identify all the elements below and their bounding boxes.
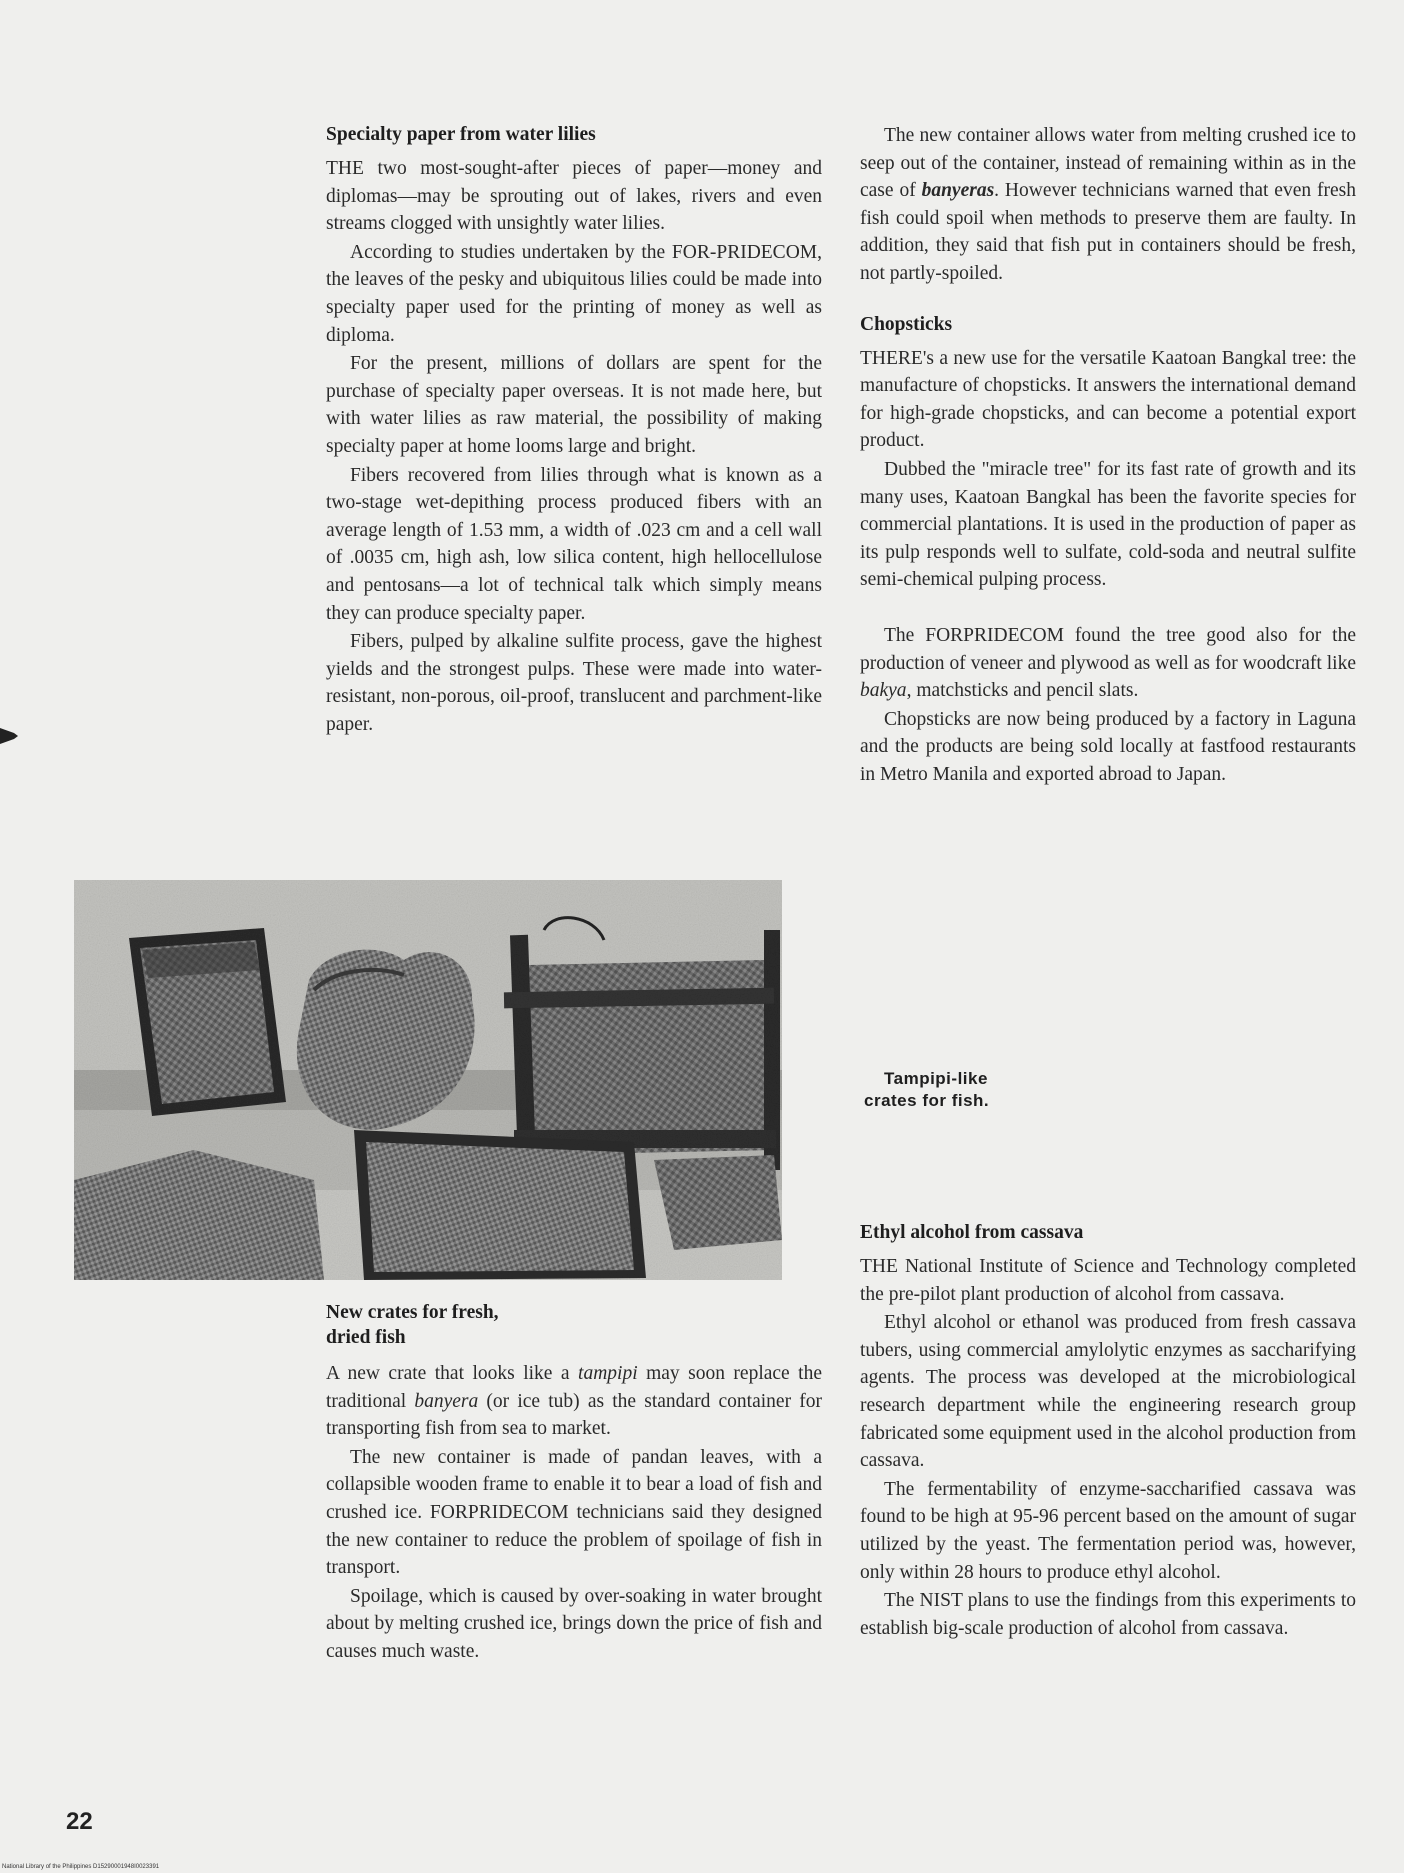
paragraph: The new container allows water from melting crushed ice to seep out of the container, instead of remaining within as in the case of banyeras. However technicians warned that even fresh fish could spoil when methods to preserve them are faulty. In addition, they said that fish put in containers should be fresh, not partly-spoiled.	[860, 125, 1356, 284]
crates-photo	[74, 880, 782, 1280]
paragraph: Ethyl alcohol or ethanol was produced from fresh cassava tubers, using commercial amylolytic enzymes as saccharifying agents. The process was developed at the microbiological research department while the engineering research group fabricated some equipment used in the alcohol production from cassava.	[860, 1312, 1356, 1472]
emphasis: banyera	[414, 1390, 479, 1412]
heading-chopsticks: Chopsticks	[860, 313, 953, 335]
emphasis: tampipi	[578, 1363, 638, 1384]
article-ethyl-alcohol	[860, 1220, 1356, 1642]
heading-line: dried fish	[326, 1327, 406, 1348]
paragraph: The fermentability of enzyme-saccharified cassava was found to be high at 95-96 percent based on the amount of sugar utilized by the yeast. The fermentation period was, however, only within 28 hours to produce ethyl alcohol.	[860, 1478, 1356, 1583]
paragraph: The NIST plans to use the findings from this experiments to establish big-scale production of alcohol from cassava.	[860, 1590, 1356, 1639]
page-number: 22	[66, 1808, 93, 1835]
caption-line: crates for fish.	[864, 1091, 990, 1110]
margin-mark-icon	[0, 724, 18, 746]
paragraph: Chopsticks are now being produced by a factory in Laguna and the products are being sold locally at fastfood restaurants in Metro Manila and exported abroad to Japan.	[860, 708, 1356, 785]
paragraph: Spoilage, which is caused by over-soaking in water brought about by melting crushed ice, brings down the price of fish and causes much waste.	[326, 1585, 822, 1662]
paragraph: According to studies undertaken by the FOR-PRIDECOM, the leaves of the pesky and ubiquitous lilies could be made into specialty paper used for the printing of money as well as diploma.	[326, 241, 822, 346]
heading-ethyl-alcohol: Ethyl alcohol from cassava	[860, 1222, 1084, 1243]
paragraph: Fibers, pulped by alkaline sulfite process, gave the highest yields and the strongest pulps. These were made into water-resistant, non-porous, oil-proof, translucent and parchment-like paper.	[326, 631, 822, 735]
article-new-crates	[326, 1300, 822, 1666]
scan-footer: National Library of the Philippines D15290001948I0023391	[2, 1864, 160, 1870]
paragraph: THERE's a new use for the versatile Kaatoan Bangkal tree: the manufacture of chopsticks. It answers the international demand for high-grade chopsticks, and can become a potential export product.	[860, 347, 1356, 452]
paragraph: A new crate that looks like a tampipi may soon replace the traditional banyera (or ice tub) as the standard container for transporting fish from sea to market.	[326, 1363, 823, 1440]
caption-line: Tampipi-like	[884, 1069, 988, 1088]
paragraph: For the present, millions of dollars are spent for the purchase of specialty paper overseas. It is not made here, but with water lilies as raw material, the possibility of making specialty paper at home looms large and bright.	[326, 353, 822, 457]
emphasis: bakya	[860, 680, 907, 702]
paragraph: The new container is made of pandan leaves, with a collapsible wooden frame to enable it to bear a load of fish and crushed ice. FORPRIDECOM technicians said they designed the new container to reduce the problem of spoilage of fish in transport.	[326, 1446, 822, 1579]
heading-line: New crates for fresh,	[326, 1302, 499, 1323]
emphasis: banyeras	[921, 180, 995, 202]
photo-caption	[864, 1068, 1064, 1112]
paragraph: Fibers recovered from lilies through what is known as a two-stage wet-depithing process produced fibers with an average length of 1.53 mm, a width of .023 cm and a cell wall of .0035 cm, high ash, low silica content, high hellocellulose and pentosans—a lot of technical talk which simply means they can produce specialty paper.	[326, 464, 822, 624]
article-specialty-paper	[326, 122, 822, 738]
paragraph: THE two most-sought-after pieces of paper—money and diplomas—may be sprouting out of lakes, rivers and even streams clogged with unsightly water lilies.	[326, 158, 822, 235]
paragraph: THE National Institute of Science and Technology completed the pre-pilot plant production of alcohol from cassava.	[860, 1256, 1356, 1305]
paragraph: The FORPRIDECOM found the tree good also for the production of veneer and plywood as well as for woodcraft like bakya, matchsticks and pencil slats.	[860, 624, 1356, 702]
heading-new-crates	[326, 1300, 822, 1350]
article-chopsticks	[860, 122, 1356, 788]
paragraph: Dubbed the "miracle tree" for its fast rate of growth and its many uses, Kaatoan Bangkal has been the favorite species for commercial plantations. It is used in the production of paper as its pulp responds well to sulfate, cold-soda and neutral sulfite semi-chemical pulping process.	[860, 458, 1356, 591]
heading-specialty-paper: Specialty paper from water lilies	[326, 124, 596, 145]
